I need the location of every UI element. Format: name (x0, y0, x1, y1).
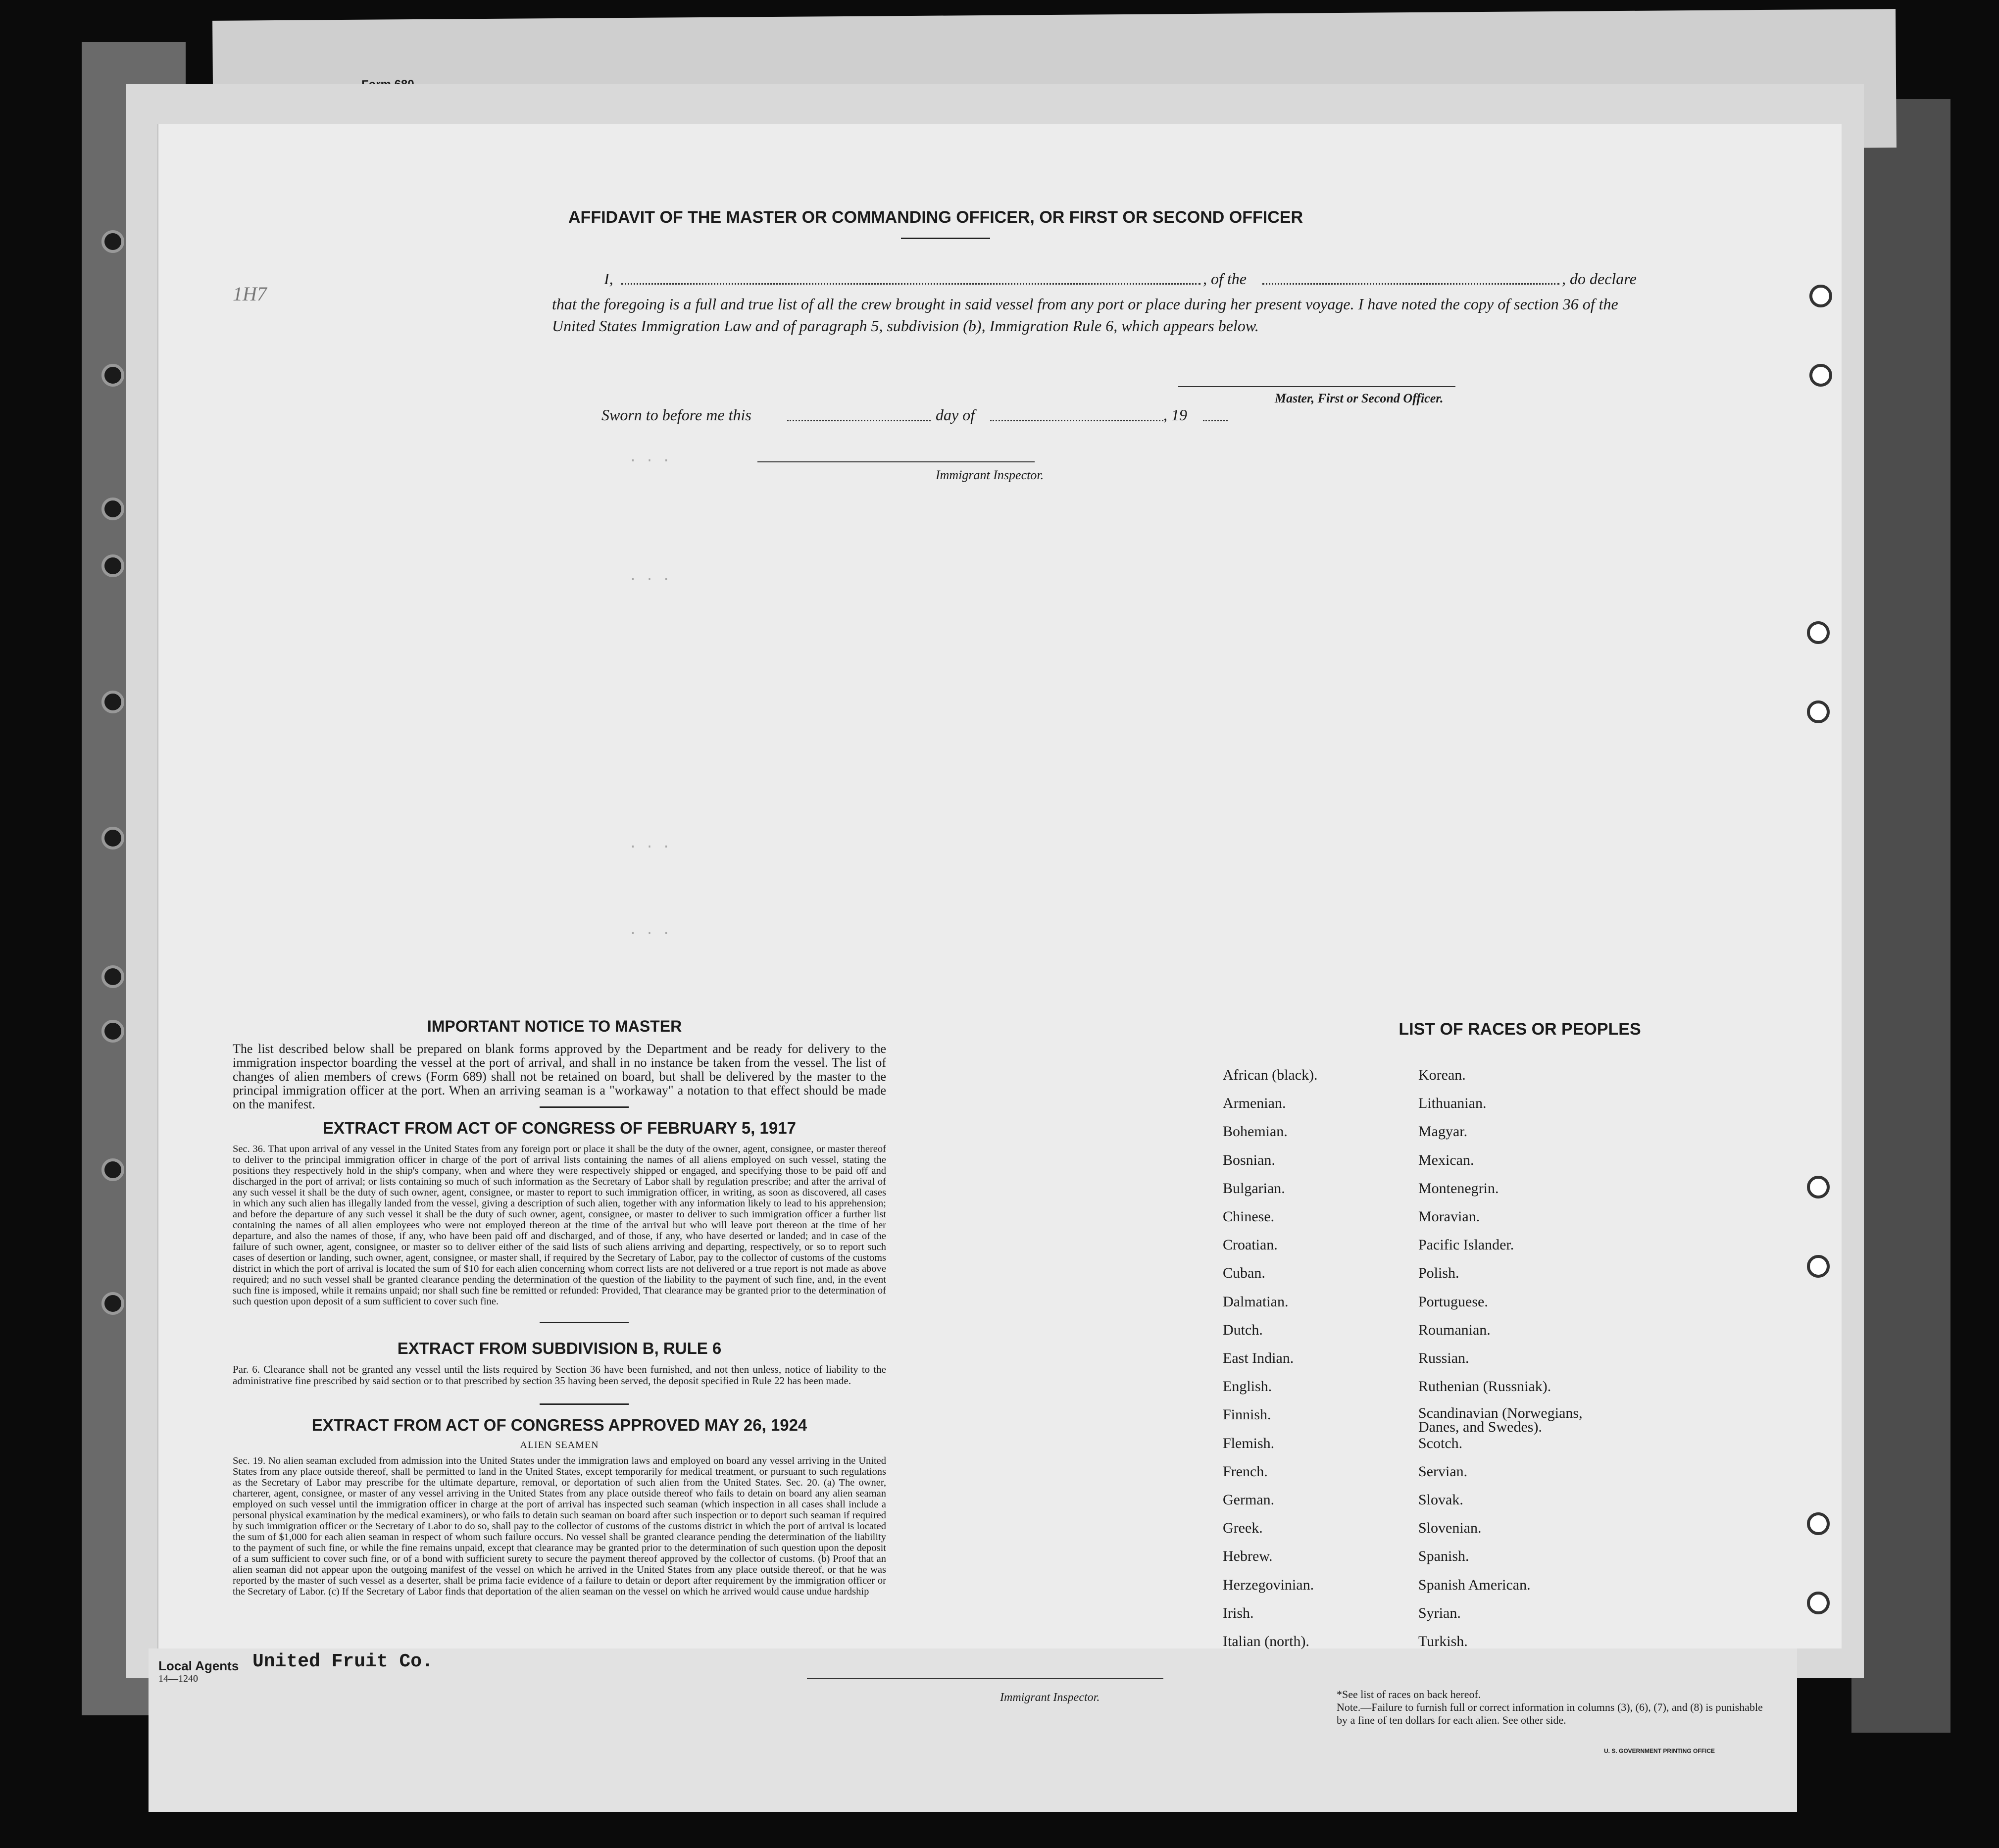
bleed-through-mark: . . . (629, 569, 671, 585)
extract-1917-body: Sec. 36. That upon arrival of any vessel in the United States from any foreign port or place it shall be the duty of the owner, agent, consignee, or master thereof to deliver to the principal immigration officer in charge of the port of arrival lists containing the names of all aliens employed on such vessel, stating the positions they respectively hold in the ship's company, when and where they were respectively shipped or engaged, and specifying those to be paid off and discharged in the port of arrival; or lists containing so much of such information as the Secretary of Labor shall by regulation prescribe; and after the arrival of any such vessel it shall be the duty of such owner, agent, consignee, or master to report to such immigration officer, in writing, as soon as discovered, all cases in which any such alien has illegally landed from the vessel, giving a description of such alien, together with any information likely to lead to his apprehension; and before the departure of any such vessel it shall be the duty of such owner, agent, consignee, or master to deliver to such immigration officer a further list containing the names of all alien employees who were not employed thereon at the time of the arrival but who will leave port thereon at the time of her departure, and also the names of those, if any, who have been paid off and discharged, and of those, if any, who have deserted or landed; and in case of the failure of such owner, agent, consignee, or master so to deliver either of the said lists of such aliens arriving and departing, respectively, or so to report such cases of desertion or landing, such owner, agent, consignee, or master shall, if required by the Secretary of Labor, pay to the collector of customs of the customs district in which the port of arrival is located the sum of $10 for each alien concerning whom correct lists are not delivered or a true report is not made as above required; and no such vessel shall be granted clearance pending the determination of the question of the liability to the payment of such fine, and, in the event such fine is imposed, while it remains unpaid; nor shall such fine be remitted or refunded: Provided, That clearance may be granted prior to the determination of such question upon deposit of a sum sufficient to cover such fine. (233, 1144, 886, 1307)
extract-rule6-body: Par. 6. Clearance shall not be granted any vessel until the lists required by Section 36 have been furnished, and not then unless, notice of liability to the administrative fine prescribed by said section or to that prescribed by section 35 having been served, the deposit specified in Rule 22 has been made. (233, 1363, 886, 1387)
bleed-through-mark: . . . (629, 450, 671, 466)
race-item: Italian (north). (1223, 1633, 1309, 1649)
race-item: Hebrew. (1223, 1548, 1273, 1565)
race-item: German. (1223, 1492, 1275, 1508)
race-item: Herzegovinian. (1223, 1576, 1314, 1593)
punch-hole (101, 1292, 124, 1315)
race-item: Turkish. (1418, 1633, 1468, 1649)
punch-hole (1807, 1255, 1830, 1278)
extract-1917-rule (540, 1322, 629, 1323)
extract-1924-title: EXTRACT FROM ACT OF CONGRESS APPROVED MAY 26, 1924 (311, 1416, 807, 1434)
punch-hole (1807, 1176, 1830, 1199)
printer-note: U. S. GOVERNMENT PRINTING OFFICE (1604, 1748, 1715, 1754)
race-item: Dutch. (1223, 1321, 1263, 1338)
race-item: Russian. (1418, 1350, 1469, 1366)
race-item: Spanish. (1418, 1548, 1469, 1565)
affidavit-title: AFFIDAVIT OF THE MASTER OR COMMANDING OFFICER, OR FIRST OR SECOND OFFICER (568, 208, 1303, 227)
race-item: Slovak. (1418, 1492, 1463, 1508)
vessel-blank[interactable] (1262, 283, 1559, 285)
sworn-day-blank[interactable] (787, 420, 931, 421)
race-item: Slovenian. (1418, 1520, 1482, 1537)
sworn-year: , 19 (1163, 406, 1187, 424)
races-title: LIST OF RACES OR PEOPLES (1399, 1020, 1641, 1039)
race-item: Lithuanian. (1418, 1095, 1487, 1112)
punch-hole (101, 827, 124, 849)
punch-hole (101, 554, 124, 577)
sworn-prefix: Sworn to before me this (601, 406, 751, 424)
race-item: African (black). (1223, 1067, 1318, 1083)
race-item: French. (1223, 1463, 1268, 1480)
punch-hole (1807, 621, 1830, 644)
race-item: Servian. (1418, 1463, 1468, 1480)
race-item: English. (1223, 1378, 1272, 1395)
race-item: Portuguese. (1418, 1293, 1488, 1310)
race-item: Croatian. (1223, 1237, 1278, 1253)
race-item: Scandinavian (Norwegians, Danes, and Swedes). (1418, 1405, 1583, 1436)
race-item: Bulgarian. (1223, 1180, 1285, 1197)
race-item: Armenian. (1223, 1095, 1286, 1112)
race-item: Dalmatian. (1223, 1293, 1289, 1310)
local-agents-label: Local Agents (158, 1658, 239, 1673)
inspector-signature-line[interactable] (757, 461, 1035, 462)
race-item: Polish. (1418, 1265, 1459, 1282)
sworn-day-of: day of (936, 406, 975, 424)
extract-1924-body: Sec. 19. No alien seaman excluded from admission into the United States under the immigration laws and employed on board any vessel arriving in the United States from any place outside thereof, shall be permitted to land in the United States, except temporarily for medical treatment, or pursuant to such regulations as the Secretary of Labor may prescribe for the ultimate departure, removal, or deportation of such alien from the United States. Sec. 20. (a) The owner, charterer, agent, consignee, or master of any vessel arriving in the United States from any place outside thereof who fails to detain on board any alien seaman employed on such vessel until the immigration officer in charge at the port of arrival has inspected such seaman (which inspection in all cases shall include a personal physical examination by the medical examiners), or who fails to detain such seaman on board after such inspection or to deport such seaman if required by such immigration officer or the Secretary of Labor to do so, shall pay to the collector of customs of the customs district in which the port of arrival is located the sum of $1,000 for each alien seaman in respect of whom such failure occurs. No vessel shall be granted clearance pending the determination of the liability to the payment of such fine, or while the fine remains unpaid, except that clearance may be granted prior to the determination of such question upon the deposit of a sum sufficient to cover such fine, or of a bond with sufficient surety to secure the payment thereof approved by the collector of customs. (b) Proof that an alien seaman did not appear upon the outgoing manifest of the vessel on which he arrived in the United States from any place outside thereof, or that he was reported by the master of such vessel as a deserter, shall be prima facie evidence of a failure to detain or deport after requirement by the immigration officer or the Secretary of Labor. (c) If the Secretary of Labor finds that deportation of the alien seaman on the vessel on which he arrived would cause undue hardship (233, 1455, 886, 1597)
punch-hole (1807, 700, 1830, 723)
affidavit-body: that the foregoing is a full and true list of all the crew brought in said vessel from any port or place during her present voyage. I have noted the copy of section 36 of the United States Immigration Law and of paragraph 5, subdivision (b), Immigration Rule 6, which appears below. (552, 295, 1618, 335)
punch-hole (101, 1020, 124, 1043)
race-item: Pacific Islander. (1418, 1237, 1514, 1253)
affidavit-of-the: , of the (1203, 270, 1247, 288)
extract-1917-title: EXTRACT FROM ACT OF CONGRESS OF FEBRUARY 5, 1917 (323, 1119, 796, 1137)
local-agents-value: United Fruit Co. (252, 1651, 433, 1672)
title-rule (901, 238, 990, 239)
footer-inspector-line (807, 1678, 1163, 1679)
notice-body: The list described below shall be prepared on blank forms approved by the Department and be ready for delivery to the immigration inspector boarding the vessel at the port of arrival, and shall in no instance be taken from the vessel. The list of changes of alien members of crews (Form 689) shall not be retained on board, but shall be delivered by the master to the principal immigration officer at the port. When an arriving seaman is a "workaway" a notation to that effect should be made on the manifest. (233, 1042, 886, 1111)
sworn-year-blank[interactable] (1203, 420, 1228, 421)
race-item: Greek. (1223, 1520, 1263, 1537)
master-signature-line[interactable] (1178, 386, 1455, 387)
notice-rule (540, 1106, 629, 1108)
punch-hole (101, 965, 124, 988)
punch-hole (101, 498, 124, 520)
affidavit-i: I, (604, 270, 613, 288)
punch-hole (1807, 1592, 1830, 1614)
punch-hole (101, 691, 124, 713)
punch-hole (1807, 1512, 1830, 1535)
race-item: Bohemian. (1223, 1123, 1288, 1140)
bleed-through-mark: . . . (629, 837, 671, 852)
race-item: Flemish. (1223, 1435, 1275, 1451)
race-item: Montenegrin. (1418, 1180, 1499, 1197)
race-item: Moravian. (1418, 1208, 1480, 1225)
bleed-through-mark: . . . (629, 923, 671, 939)
race-item: Finnish. (1223, 1406, 1271, 1423)
extract-1924-subtitle: ALIEN SEAMEN (520, 1440, 599, 1450)
bottom-strip (149, 1648, 1797, 1812)
notice-title: IMPORTANT NOTICE TO MASTER (427, 1017, 682, 1035)
punch-hole (1809, 285, 1832, 307)
sworn-month-blank[interactable] (990, 420, 1163, 421)
affidavit-page (157, 124, 1842, 1648)
master-signature-label: Master, First or Second Officer. (1275, 391, 1444, 405)
race-item: Roumanian. (1418, 1321, 1491, 1338)
affidavit-do-declare: , do declare (1562, 270, 1637, 288)
race-item: Ruthenian (Russniak). (1418, 1378, 1551, 1395)
punch-hole (101, 230, 124, 253)
race-item: Chinese. (1223, 1208, 1275, 1225)
race-item: East Indian. (1223, 1350, 1294, 1366)
see-list-note: *See list of races on back hereof. (1337, 1688, 1481, 1700)
inspector-label: Immigrant Inspector. (936, 468, 1044, 482)
race-item: Magyar. (1418, 1123, 1468, 1140)
margin-note: 1H7 (233, 283, 267, 305)
race-item: Irish. (1223, 1604, 1254, 1621)
race-item: Cuban. (1223, 1265, 1265, 1282)
race-item: Mexican. (1418, 1151, 1474, 1168)
race-item: Korean. (1418, 1067, 1466, 1083)
back-sheet-right (1851, 99, 1950, 1733)
extract-rule6-rule (540, 1403, 629, 1405)
footer-inspector-label: Immigrant Inspector. (1000, 1691, 1100, 1704)
punch-hole (101, 364, 124, 387)
punch-hole (101, 1158, 124, 1181)
race-item: Syrian. (1418, 1604, 1461, 1621)
fine-note: Note.—Failure to furnish full or correct information in columns (3), (6), (7), and (8) is punishable by a fine of ten dollars for each alien. See other side. (1337, 1701, 1763, 1726)
race-item: Spanish American. (1418, 1576, 1531, 1593)
name-blank[interactable] (621, 283, 1200, 285)
race-item: Bosnian. (1223, 1151, 1275, 1168)
extract-rule6-title: EXTRACT FROM SUBDIVISION B, RULE 6 (397, 1339, 722, 1357)
form-code: 14—1240 (158, 1673, 198, 1684)
punch-hole (1809, 364, 1832, 387)
race-item: Scotch. (1418, 1435, 1463, 1451)
